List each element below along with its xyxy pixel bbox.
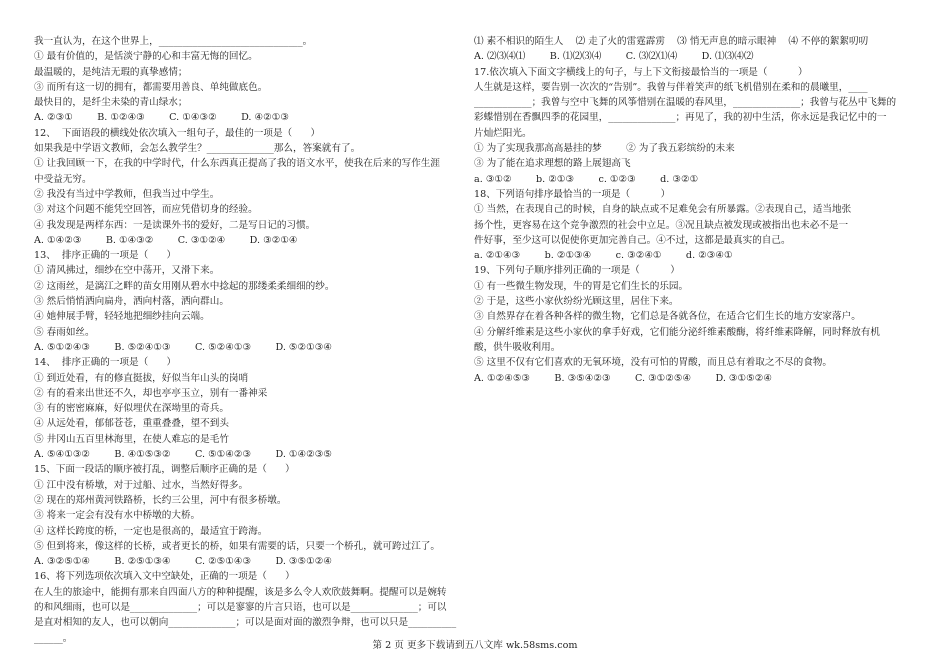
- text-line: 17.依次填入下面文字横线上的句子，与上下文衔接最恰当的一项是（ ）: [474, 66, 808, 78]
- text-line: ⑤ 井冈山五百里林海里，在使人难忘的是毛竹: [34, 433, 229, 445]
- text-line: ② 这雨丝，是漓江之畔的苗女用刚从碧水中捻起的那缕柔柔细细的纱。: [34, 280, 335, 292]
- text-line: 人生就是这样，要告别一次次的“告别”。我曾与伴着笑声的纸飞机借别在柔和的晨曦里，____: [474, 81, 868, 93]
- text-line: ① 江中没有桥墩，对于过船、过水，当然好得多。: [34, 479, 249, 491]
- text-line: A. ⑤①②④③ B. ⑤②④①③ C. ⑤②④①③ D. ⑤②①③④: [34, 341, 332, 353]
- text-line: 最温暖的，是纯洁无瑕的真挚感情；: [34, 66, 188, 78]
- text-line: A. ⑵⑶⑷⑴ B. ⑴⑵⑶⑷ C. ⑶⑵⑴⑷ D. ⑴⑶⑷⑵: [474, 51, 754, 63]
- text-line: ① 清风拂过，细纱在空中荡开，又滑下来。: [34, 265, 220, 277]
- text-line: 18、下列语句排序最恰当的一项是（ ）: [474, 188, 671, 200]
- text-line: 扬个性，更容易在这个竞争激烈的社会中立足。③况且缺点被发现或被指出也未必不是一: [474, 219, 849, 231]
- text-line: ③ 然后悄悄洒向扁舟，洒向村落，洒向群山。: [34, 296, 229, 308]
- text-line: a. ③①② b. ②①③ c. ①②③ d. ③②①: [474, 173, 699, 185]
- text-line: A. ⑤④①③② B. ④①⑤③② C. ⑤①④②③ D. ①④②③⑤: [34, 449, 332, 461]
- text-line: ③ 对这个问题不能凭空回答，而应凭借切身的经验。: [34, 204, 258, 216]
- text-line: A. ①②④⑤③ B. ③⑤④②③ C. ③①②⑤④ D. ③①⑤②④: [474, 372, 772, 384]
- text-line: ⑤ 但到将来，像这样的长桥，或者更长的桥，如果有需要的话，只要一个桥孔，就可跨过江了。: [34, 540, 440, 552]
- text-line: ② 有的看来出世还不久，却也亭亭玉立，别有一番神采: [34, 387, 268, 399]
- text-line: 中受益无穷。: [34, 173, 92, 185]
- text-line: ____________；我曾与空中飞舞的风筝惜别在温暖的春风里，______________；我曾与花丛中飞舞的: [474, 97, 897, 109]
- text-line: ③ 有的密密麻麻，好似埋伏在深坳里的奇兵。: [34, 403, 229, 415]
- text-line: ③ 而所有这一切的拥有，都需要用善良、单纯做底色。: [34, 81, 268, 93]
- text-line: 如果我是中学语文教师，会怎么教学生？______________那么，答案就有了。: [34, 143, 361, 155]
- text-line: ④ 我发现是两样东西：一是读课外书的爱好，二是写日记的习惯。: [34, 219, 316, 231]
- text-line: ④ 分解纤维素是这些小家伙的拿手好戏，它们能分泌纤维素酸酶，将纤维素降解，同时释放有机: [474, 326, 880, 338]
- text-line: 片灿烂阳光。: [474, 127, 532, 139]
- text-line: ______。: [34, 632, 73, 644]
- text-line: ③ 为了能在追求理想的路上展翅高飞: [474, 158, 631, 170]
- text-line: 16、将下列选项依次填入文中空缺处，正确的一项是（ ）: [34, 571, 295, 583]
- text-line: ② 于是，这些小家伙纷纷光顾这里，居住下来。: [474, 296, 679, 308]
- text-line: 彩蝶惜别在香飘四季的花园里，______________；再见了，我的初中生活，你永远是我记忆中的一: [474, 112, 887, 124]
- text-line: 的和风细雨，也可以是______________；可以是寥寥的片言只语，也可以是______________；可以: [34, 601, 447, 613]
- right-column: [474, 34, 914, 386]
- text-line: ① 到近处看，有的修直挺拔，好似当年山头的岗哨: [34, 372, 249, 384]
- text-line: ① 最有价值的，是恬淡宁静的心和丰富无悔的回忆。: [34, 51, 258, 63]
- text-line: 15、下面一段话的顺序被打乱，调整后顺序正确的是（ ）: [34, 464, 295, 476]
- left-column: [34, 34, 459, 646]
- text-line: A. ②③① B. ①②④③ C. ①④③② D. ④②①③: [34, 112, 289, 124]
- text-line: 13、 排序正确的一项是（ ）: [34, 250, 177, 262]
- text-line: ① 有一些微生物发现，牛的胃是它们生长的乐园。: [474, 280, 689, 292]
- text-line: ④ 这样长跨度的桥，一定也是很高的，最适宜于跨海。: [34, 525, 268, 537]
- text-line: ① 当然，在表现自己的时候，自身的缺点或不足难免会有所暴露。②表现自己，适当地张: [474, 204, 852, 216]
- text-line: ④ 从远处看，郁郁苍苍，重重叠叠，望不到头: [34, 418, 229, 430]
- text-line: 14、 排序正确的一项是（ ）: [34, 357, 177, 369]
- text-line: 19、下列句子顺序排列正确的一项是（ ）: [474, 265, 680, 277]
- text-line: 在人生的旅途中，能拥有那来自四面八方的种种提醒，该是多么令人欢欣鼓舞啊。提醒可以是婉转: [34, 586, 447, 598]
- text-line: a. ②①④③ b. ②①③④ c. ③②④① d. ②③④①: [474, 250, 733, 262]
- text-line: 酸，供牛吸收利用。: [474, 341, 561, 353]
- text-line: ⑤ 这里不仅有它们喜欢的无氧环境，没有可怕的胃酸，而且总有着取之不尽的食物。: [474, 357, 833, 369]
- text-line: ① 让我回顾一下，在我的中学时代，什么东西真正提高了我的语文水平，使我在后来的写作生涯: [34, 158, 440, 170]
- text-line: ⑴ 素不相识的陌生人 ⑵ 走了火的雷霆霹雳 ⑶ 悄无声息的暗示眼神 ⑷ 不停的絮絮叨叨: [474, 36, 869, 47]
- text-line: ① 为了实现我那高高悬挂的梦 ② 为了我五彩缤纷的未来: [474, 143, 735, 155]
- text-line: 12、 下面语段的横线处依次填入一组句子，最佳的一项是（ ）: [34, 127, 321, 139]
- text-line: 件好事，至少这可以促使你更加完善自己。④不过，这都是最真实的自己。: [474, 234, 791, 246]
- text-line: ② 现在的郑州黄河铁路桥，长约三公里，河中有很多桥墩。: [34, 494, 287, 506]
- text-line: 是直对相知的友人，也可以朝向______________；可以是面对面的激烈争辩，也可以只是__________: [34, 617, 457, 629]
- text-line: A. ③②⑤①④ B. ②⑤①③④ C. ②⑤①④③ D. ③⑤①②④: [34, 556, 332, 568]
- text-line: ③ 将来一定会有没有水中桥墩的大桥。: [34, 510, 201, 522]
- text-line: ④ 她伸展手臂，轻轻地把细纱挂向云端。: [34, 311, 210, 323]
- text-line: 我一直认为，在这个世界上，______________________________。: [34, 36, 313, 47]
- text-line: A. ①④②③ B. ①④③② C. ③①②④ D. ③②①④: [34, 234, 298, 246]
- text-line: ② 我没有当过中学教师，但我当过中学生。: [34, 188, 220, 200]
- text-line: 最快目的，是纤尘未染的青山绿水；: [34, 97, 188, 109]
- text-line: ③ 自然界存在着各种各样的微生物，它们总是各就各位，在适合它们生长的地方安家落户。: [474, 311, 861, 323]
- text-line: ⑤ 春雨如丝。: [34, 326, 95, 338]
- page-footer: 第 2 页 更多下载请到五八文库 wk.58sms.com: [372, 640, 578, 651]
